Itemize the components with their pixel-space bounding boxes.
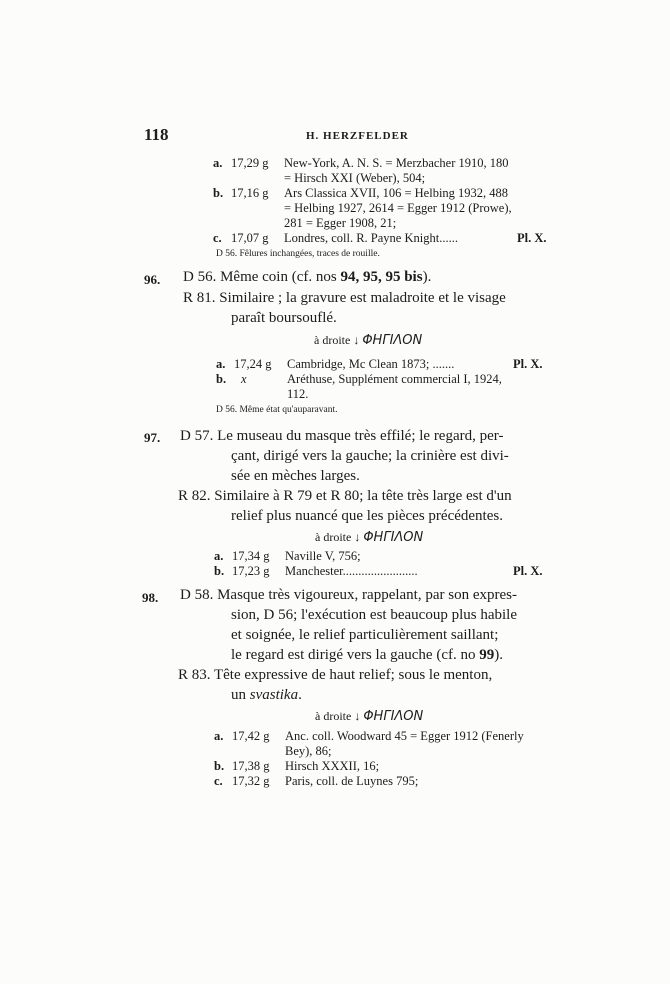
coin-line	[214, 549, 554, 564]
coin-source-continued: = Hirsch XXI (Weber), 504;	[284, 171, 426, 185]
down-arrow-icon: ↓	[353, 333, 360, 347]
reverse-text: un	[231, 687, 250, 703]
legend-position: à droite	[314, 333, 351, 347]
plate-reference: Pl. X.	[513, 564, 543, 578]
reverse-description-continued	[231, 687, 302, 704]
reverse-text-end: .	[298, 687, 302, 703]
coin-letter: b.	[214, 759, 225, 773]
page-number: 118	[144, 125, 169, 144]
coin-letter: a.	[214, 729, 224, 743]
coin-source: Hirsch XXXII, 16;	[285, 759, 380, 773]
obverse-text-end: ).	[422, 269, 432, 285]
coin-line	[214, 774, 554, 789]
coin-source-continued: Bey), 86;	[285, 744, 332, 758]
down-arrow-icon: ↓	[354, 530, 361, 544]
coin-letter: a.	[214, 549, 224, 563]
legend-line	[315, 709, 423, 724]
coin-weight: 17,34 g	[232, 549, 270, 563]
legend-position: à droite	[315, 530, 352, 544]
coin-weight: 17,29 g	[231, 156, 269, 170]
legend-greek: ΦΗΓΙΛΟΝ	[362, 333, 423, 348]
plate-reference: Pl. X.	[513, 357, 543, 371]
coin-weight: 17,42 g	[232, 729, 270, 743]
legend-greek: ΦΗΓΙΛΟΝ	[363, 709, 424, 724]
entry-number: 97.	[144, 430, 161, 445]
coin-letter: a.	[216, 357, 226, 371]
coin-line	[213, 186, 558, 201]
coin-line	[214, 564, 554, 579]
obverse-description-continued: sée en mèches larges.	[231, 468, 360, 484]
die-note: D 56. Fêlures inchangées, traces de rouille.	[216, 249, 380, 259]
coin-source-continued: 112.	[287, 387, 309, 401]
coin-line	[214, 729, 554, 744]
obverse-description-continued: sion, D 56; l'exécution est beaucoup plus habile	[231, 607, 517, 623]
coin-source: Manchester........................	[285, 564, 418, 578]
reverse-description: R 83. Tête expressive de haut relief; sous le menton,	[178, 667, 493, 683]
coin-letter: c.	[214, 774, 223, 788]
legend-line	[314, 333, 422, 348]
coin-source: Anc. coll. Woodward 45 = Egger 1912 (Fenerly	[285, 729, 524, 743]
coin-source: Naville V, 756;	[285, 549, 361, 563]
obverse-description: D 57. Le museau du masque très effilé; le regard, per-	[180, 428, 504, 444]
coin-source: New-York, A. N. S. = Merzbacher 1910, 180	[284, 156, 509, 170]
coin-source: Ars Classica XVII, 106 = Helbing 1932, 488	[284, 186, 509, 200]
coin-line	[214, 759, 554, 774]
coin-weight: 17,16 g	[231, 186, 269, 200]
obverse-text: D 56. Même coin (cf. nos	[183, 269, 341, 285]
coin-source-continued: 281 = Egger 1908, 21;	[284, 216, 397, 230]
coin-line	[213, 231, 558, 246]
coin-letter: b.	[214, 564, 225, 578]
die-note: D 56. Même état qu'auparavant.	[216, 405, 338, 415]
coin-weight: 17,32 g	[232, 774, 270, 788]
cross-reference: 99	[479, 647, 495, 663]
reverse-term: svastika	[249, 687, 299, 703]
coin-source: Londres, coll. R. Payne Knight......	[284, 231, 458, 245]
legend-position: à droite	[315, 709, 352, 723]
reverse-description-continued: paraît boursouflé.	[231, 310, 337, 326]
down-arrow-icon: ↓	[354, 709, 361, 723]
running-head: H. HERZFELDER	[306, 130, 409, 142]
coin-weight: 17,38 g	[232, 759, 270, 773]
reverse-description: R 82. Similaire à R 79 et R 80; la tête très large est d'un	[178, 488, 512, 504]
legend-greek: ΦΗΓΙΛΟΝ	[363, 530, 424, 545]
coin-letter: c.	[213, 231, 222, 245]
coin-weight: x	[241, 372, 247, 386]
entry-number: 98.	[142, 590, 159, 605]
cross-reference: 94, 95, 95 bis	[340, 269, 423, 285]
coin-source: Paris, coll. de Luynes 795;	[285, 774, 419, 788]
coin-letter: b.	[213, 186, 224, 200]
obverse-text-end: ).	[494, 647, 503, 663]
obverse-description-continued: et soignée, le relief particulièrement saillant;	[231, 627, 499, 643]
coin-weight: 17,23 g	[232, 564, 270, 578]
obverse-description-continued	[231, 647, 503, 664]
obverse-description-continued: çant, dirigé vers la gauche; la crinière est divi-	[231, 448, 509, 464]
coin-source-continued: = Helbing 1927, 2614 = Egger 1912 (Prowe),	[284, 201, 512, 215]
obverse-description: D 58. Masque très vigoureux, rappelant, par son expres-	[180, 587, 517, 603]
coin-line	[216, 357, 556, 372]
coin-weight: 17,24 g	[234, 357, 272, 371]
entry-number: 96.	[144, 272, 161, 287]
legend-line	[315, 530, 423, 545]
reverse-description: R 81. Similaire ; la gravure est maladroite et le visage	[183, 290, 506, 306]
coin-letter: a.	[213, 156, 223, 170]
coin-line	[213, 156, 558, 171]
reverse-description-continued: relief plus nuancé que les pièces précédentes.	[231, 508, 503, 524]
coin-letter: b.	[216, 372, 227, 386]
plate-reference: Pl. X.	[517, 231, 547, 245]
obverse-description	[183, 269, 431, 286]
coin-source: Cambridge, Mc Clean 1873; .......	[287, 357, 455, 371]
obverse-text: le regard est dirigé vers la gauche (cf. no	[231, 647, 480, 663]
coin-weight: 17,07 g	[231, 231, 269, 245]
coin-line	[216, 372, 556, 387]
coin-source: Aréthuse, Supplément commercial I, 1924,	[287, 372, 502, 386]
